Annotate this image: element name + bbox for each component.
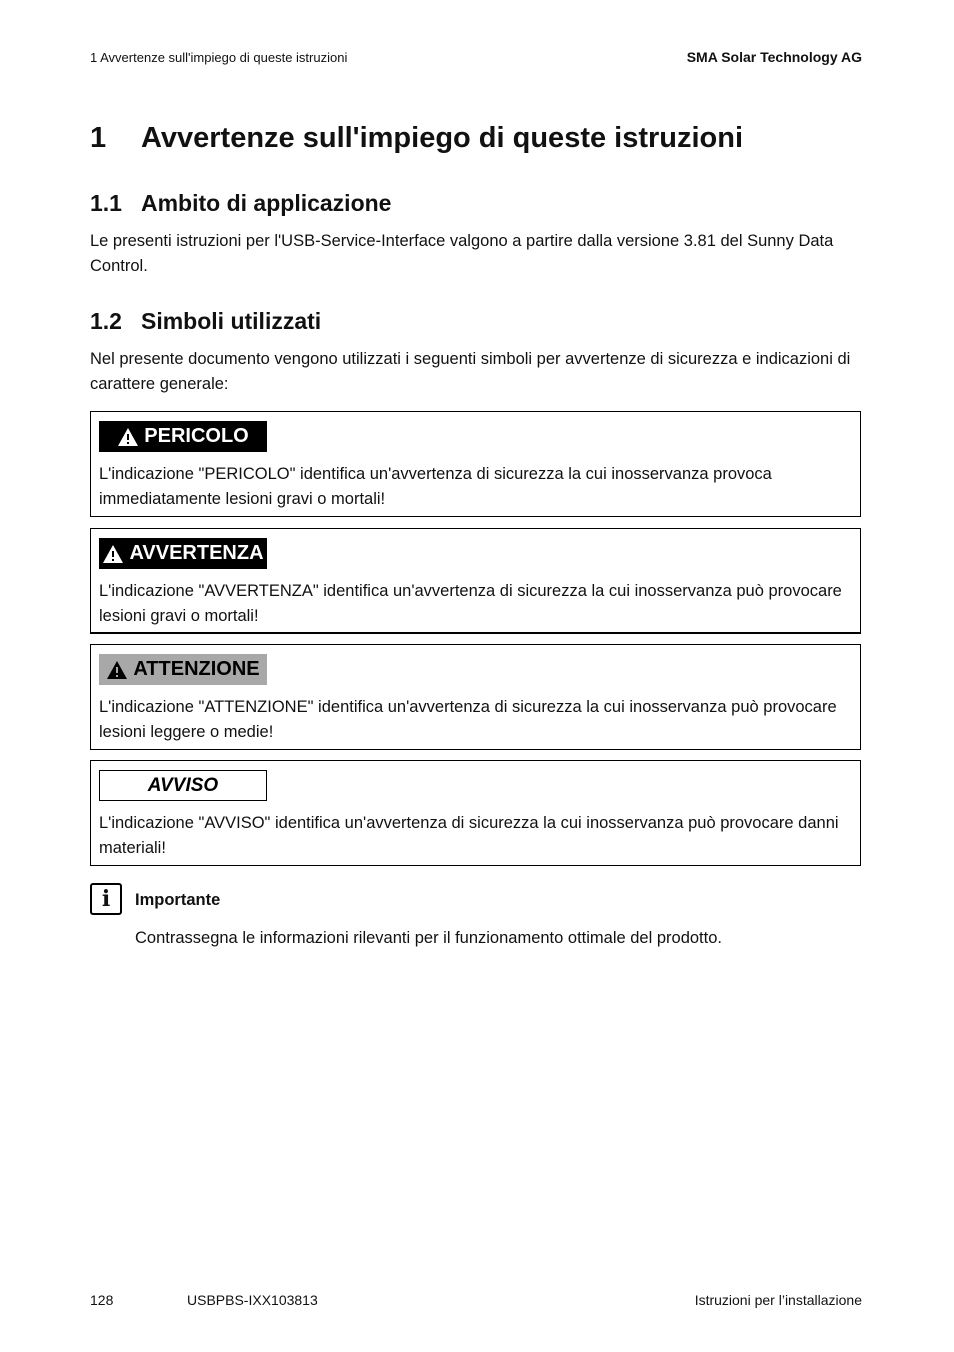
chapter-heading: [90, 122, 743, 155]
warning-triangle-icon: [102, 544, 124, 564]
warning-triangle-icon: [106, 660, 128, 680]
section-heading-1-2: [90, 308, 321, 335]
important-title: Importante: [135, 891, 221, 909]
notice-description: L'indicazione "AVVISO" identifica un'avvertenza di sicurezza la cui inosservanza può provocare danni materiali!: [99, 814, 839, 857]
caution-label: [99, 654, 267, 685]
section-number: 1.2: [90, 308, 122, 334]
info-icon: i: [90, 883, 122, 915]
document-type: Istruzioni per l’installazione: [694, 1292, 862, 1308]
warning-label: [99, 538, 267, 569]
symbol-box-danger: [90, 411, 861, 517]
symbol-box-warning: [90, 528, 861, 634]
symbol-box-caution: [90, 644, 861, 750]
danger-label-text: PERICOLO: [144, 425, 249, 447]
notice-label: [99, 770, 267, 801]
symbol-box-notice: [90, 760, 861, 866]
running-header-company: SMA Solar Technology AG: [686, 49, 862, 65]
section-title: Simboli utilizzati: [141, 308, 322, 334]
section-1-2-paragraph: Nel presente documento vengono utilizzati i seguenti simboli per avvertenze di sicurezza e indicazioni di carattere generale:: [90, 350, 851, 393]
danger-description: L'indicazione "PERICOLO" identifica un'avvertenza di sicurezza la cui inosservanza provoca immediatamente lesioni gravi o mortali!: [99, 465, 772, 508]
section-1-1-paragraph: Le presenti istruzioni per l'USB-Service-Interface valgono a partire dalla versione 3.81 del Sunny Data Control.: [90, 232, 834, 275]
chapter-title: Avvertenze sull'impiego di queste istruzioni: [141, 122, 744, 154]
section-title: Ambito di applicazione: [141, 190, 392, 216]
page-number: 128: [90, 1292, 114, 1308]
warning-triangle-icon: [117, 427, 139, 447]
caution-description: L'indicazione "ATTENZIONE" identifica un'avvertenza di sicurezza la cui inosservanza può provocare lesioni leggere o medie!: [99, 698, 837, 741]
warning-label-text: AVVERTENZA: [129, 542, 264, 564]
danger-label: [99, 421, 267, 452]
document-code: USBPBS-IXX103813: [187, 1292, 318, 1308]
section-heading-1-1: [90, 190, 391, 217]
chapter-number: 1: [90, 122, 107, 154]
caution-label-text: ATTENZIONE: [133, 658, 260, 680]
running-header-section: 1 Avvertenze sull'impiego di queste istruzioni: [90, 50, 348, 65]
important-text: Contrassegna le informazioni rilevanti per il funzionamento ottimale del prodotto.: [135, 929, 722, 947]
notice-label-text: AVVISO: [147, 774, 219, 796]
warning-description: L'indicazione "AVVERTENZA" identifica un'avvertenza di sicurezza la cui inosservanza può provocare lesioni gravi o mortali!: [99, 582, 842, 625]
section-number: 1.1: [90, 190, 122, 216]
